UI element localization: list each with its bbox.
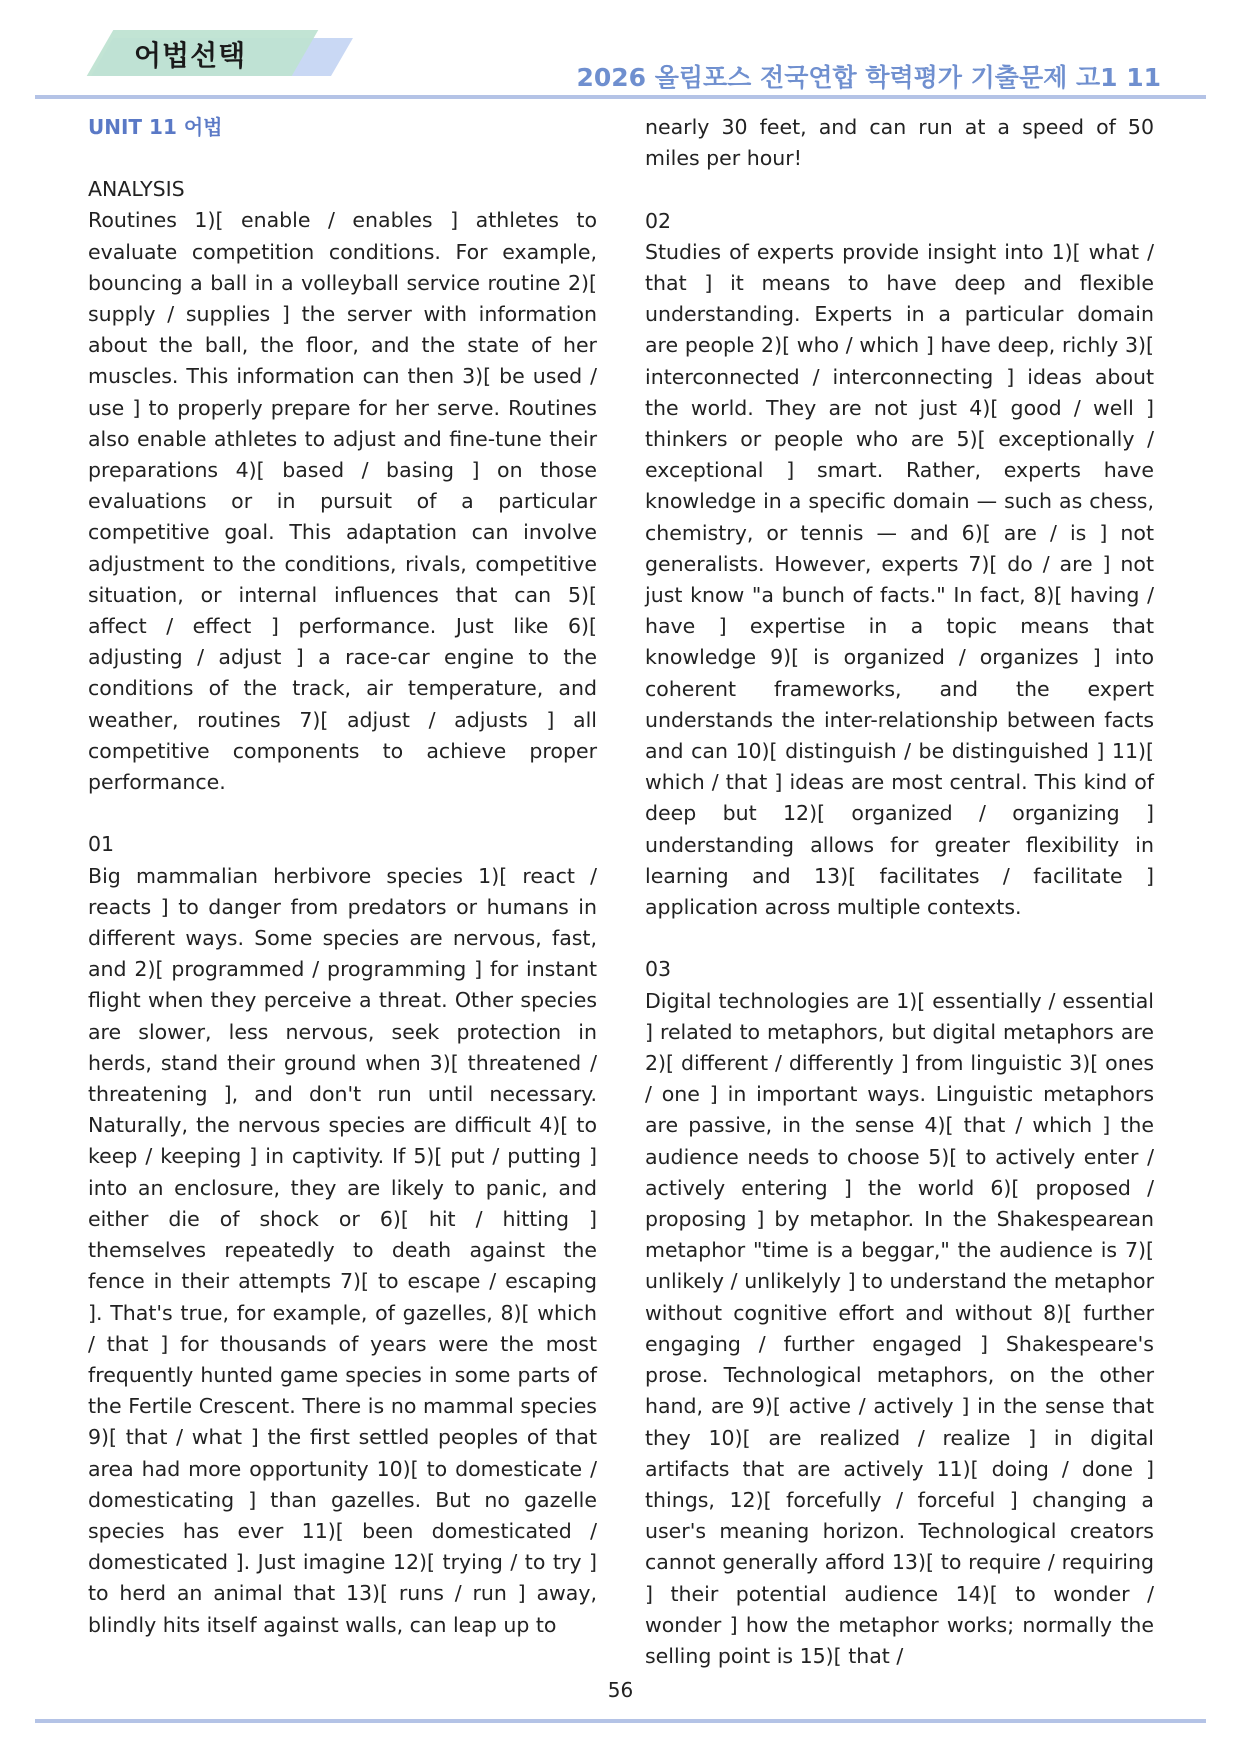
passage-text: Digital technologies are 1)[ essentially / essential ] related to metaphors, but digital metaphors are 2)[ different / differently ] from linguistic 3)[ ones / one ] in important ways. Linguistic metaphors are passive, in the sense 4)[ that / which ] the audience needs to choose 5)[ to actively enter / actively entering ] the world 6)[ proposed / proposing ] by metaphor. In the Shakespearean metaphor "time is a beggar," the audience is 7)[ unlikely / unlikelyly ] to understand the metaphor without cognitive effort and without 8)[ further engaging / further engaged ] Shakespeare's prose. Technological metaphors, on the other hand, are 9)[ active / actively ] in the sense that they 10)[ are realized / realize ] in digital artifacts that are actively 11)[ doing / done ] things, 12)[ forcefully / forceful ] changing a user's meaning horizon. Technological creators cannot generally afford 13)[ to require / requiring ] their potential audience 14)[ to wonder / wonder ] how the metaphor works; normally the selling point is 15)[ that /: [645, 988, 1154, 1668]
logo-text: 어법선택: [134, 39, 247, 72]
footer-divider: [35, 1719, 1206, 1723]
header-divider: [35, 95, 1206, 99]
passage-label: 03: [645, 957, 672, 982]
passage-03: [645, 954, 1154, 1672]
passage-label: 02: [645, 208, 672, 233]
passage-text: nearly 30 feet, and can run at a speed of 50 miles per hour!: [645, 115, 1154, 171]
page-number: 56: [607, 1678, 634, 1702]
passage-label: 01: [88, 832, 115, 857]
section-logo: [62, 26, 362, 86]
passage-analysis: [88, 174, 597, 798]
left-column: [88, 112, 597, 1672]
passage-text: Studies of experts provide insight into 1)[ what / that ] it means to have deep and flexible understanding. Experts in a particular domain are people 2)[ who / which ] have deep, richly 3)[ interconnected / interconnecting ] ideas about the world. They are not just 4)[ good / well ] thinkers or people who are 5)[ exceptionally / exceptional ] smart. Rather, experts have knowledge in a specific domain — such as chess, chemistry, or tennis — and 6)[ are / is ] not generalists. However, experts 7)[ do / are ] not just know "a bunch of facts." In fact, 8)[ having / have ] expertise in a topic means that knowledge 9)[ is organized / organizes ] into coherent frameworks, and the expert understands the inter-relationship between facts and can 10)[ distinguish / be distinguished ] 11)[ which / that ] ideas are most central. This kind of deep but 12)[ organized / organizing ] understanding allows for greater flexibility in learning and 13)[ facilitates / facilitate ] application across multiple contexts.: [645, 239, 1154, 920]
header-title: 2026 올림포스 전국연합 학력평가 기출문제 고1 11: [576, 63, 1161, 92]
passage-text: Routines 1)[ enable / enables ] athletes to evaluate competition conditions. For example, bouncing a ball in a volleyball service routine 2)[ supply / supplies ] the server with information about the ball, the floor, and the state of her muscles. This information can then 3)[ be used / use ] to properly prepare for her serve. Routines also enable athletes to adjust and fine-tune their preparations 4)[ based / basing ] on those evaluations or in pursuit of a particular competitive goal. This adaptation can involve adjustment to the conditions, rivals, competitive situation, or internal influences that can 5)[ affect / effect ] performance. Just like 6)[ adjusting / adjust ] a race-car engine to the conditions of the track, air temperature, and weather, routines 7)[ adjust / adjusts ] all competitive components to achieve proper performance.: [88, 208, 597, 795]
passage-text: Big mammalian herbivore species 1)[ react / reacts ] to danger from predators or humans in different ways. Some species are nervous, fast, and 2)[ programmed / programming ] for instant flight when they perceive a threat. Other species are slower, less nervous, seek protection in herds, stand their ground when 3)[ threatened / threatening ], and don't run until necessary. Naturally, the nervous species are difficult 4)[ to keep / keeping ] in captivity. If 5)[ put / putting ] into an enclosure, they are likely to panic, and either die of shock or 6)[ hit / hitting ] themselves repeatedly to death against the fence in their attempts 7)[ to escape / escaping ]. That's true, for example, of gazelles, 8)[ which / that ] for thousands of years were the most frequently hunted game species in some parts of the Fertile Crescent. There is no mammal species 9)[ that / what ] the first settled peoples of that area had more opportunity 10)[ to domesticate / domesticating ] than gazelles. But no gazelle species has ever 11)[ been domesticated / domesticated ]. Just imagine 12)[ trying / to try ] to herd an animal that 13)[ runs / run ] away, blindly hits itself against walls, can leap up to: [88, 863, 597, 1637]
unit-title: UNIT 11 어법: [88, 115, 223, 139]
right-column: [645, 112, 1154, 1703]
passage-01: [88, 829, 597, 1640]
passage-label: ANALYSIS: [88, 177, 185, 202]
passage-01-continued: [645, 112, 1154, 174]
passage-02: [645, 206, 1154, 924]
page-header: [0, 0, 1241, 110]
